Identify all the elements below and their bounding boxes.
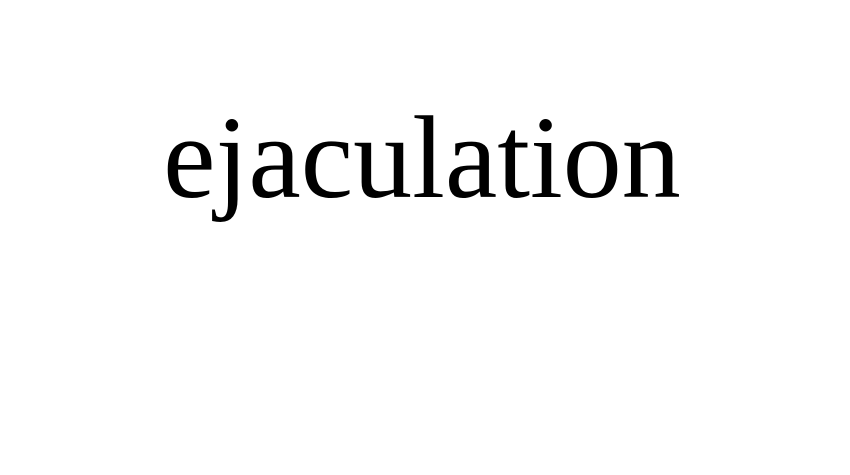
displayed-word: ejaculation [163,92,681,223]
